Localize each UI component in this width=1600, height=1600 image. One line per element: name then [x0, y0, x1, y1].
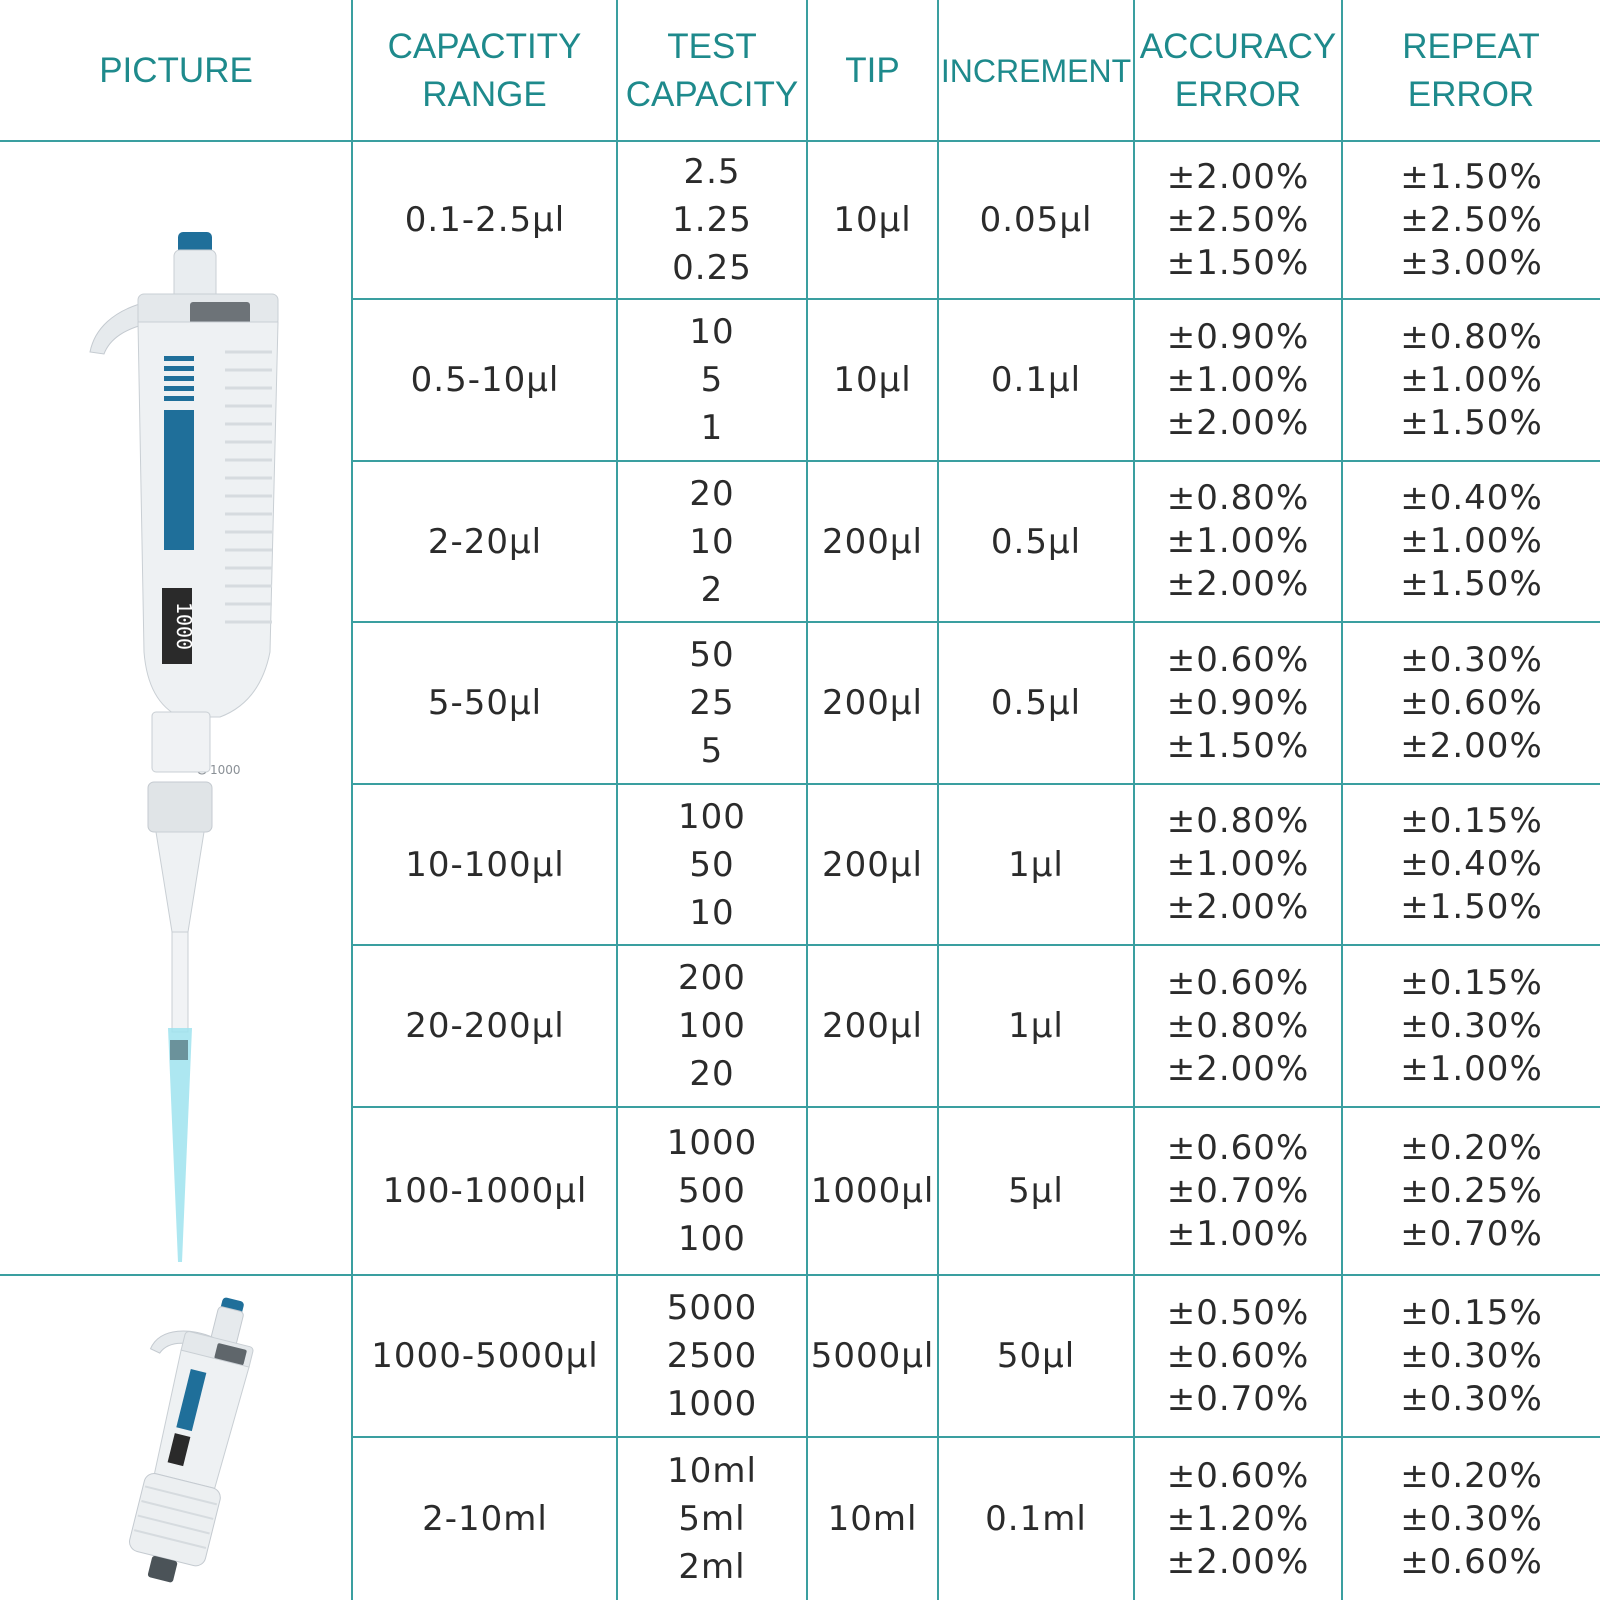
tip-cell: 200μl — [822, 1006, 923, 1046]
test-capacity-cell-line: 10 — [689, 312, 735, 352]
repeat-error-cell-line: ±0.15% — [1400, 801, 1543, 841]
accuracy-error-cell — [1135, 623, 1341, 783]
repeat-error-cell-line: ±0.40% — [1400, 844, 1543, 884]
test-capacity-cell-line: 5ml — [678, 1499, 746, 1539]
accuracy-error-cell-line: ±1.00% — [1166, 521, 1310, 561]
accuracy-error-cell-line: ±0.80% — [1166, 1005, 1310, 1046]
accuracy-error-cell-line: ±0.80% — [1166, 478, 1310, 518]
test-capacity-cell-line: 2500 — [666, 1336, 758, 1376]
accuracy-error-cell-line: ±2.00% — [1166, 564, 1310, 604]
test-capacity-cell-line: 50 — [689, 635, 735, 675]
accuracy-error-cell — [1135, 142, 1341, 298]
test-capacity-cell-line: 100 — [678, 1006, 746, 1046]
header-increment: INCREMENT — [940, 53, 1132, 89]
increment-cell: 0.5μl — [990, 521, 1082, 562]
repeat-error-cell-line: ±0.30% — [1400, 1005, 1543, 1046]
tip-cell: 200μl — [822, 683, 923, 723]
repeat-error-cell-line: ±0.15% — [1400, 962, 1543, 1003]
increment-cell: 0.05μl — [979, 200, 1093, 240]
tip-cell: 1000μl — [810, 1171, 935, 1211]
test-capacity-cell — [618, 300, 806, 460]
test-capacity-cell-line: 200 — [678, 958, 746, 998]
header-test-capacity: TEST CAPACITY — [625, 27, 799, 114]
accuracy-error-cell-line: ±0.50% — [1166, 1292, 1310, 1333]
picture-cell-large-volume-pipette — [0, 1276, 352, 1600]
tip-cell: 200μl — [822, 844, 923, 885]
test-capacity-cell — [618, 946, 806, 1106]
accuracy-error-cell-line: ±2.50% — [1166, 199, 1310, 240]
repeat-error-cell-line: ±0.30% — [1400, 639, 1543, 680]
increment-cell: 1μl — [1008, 844, 1064, 885]
repeat-error-cell-line: ±1.50% — [1400, 887, 1543, 927]
test-capacity-cell — [618, 462, 806, 621]
test-capacity-cell-line: 25 — [689, 683, 735, 723]
header-accuracy-error: ACCURACY ERROR — [1139, 27, 1337, 114]
repeat-error-cell — [1343, 142, 1600, 298]
accuracy-error-cell-line: ±0.90% — [1166, 316, 1310, 357]
repeat-error-cell-line: ±1.50% — [1400, 402, 1543, 443]
model-mark: 1000 — [210, 763, 241, 777]
accuracy-error-cell — [1135, 1438, 1341, 1600]
capacity-range-cell: 1000-5000μl — [371, 1336, 599, 1376]
accuracy-error-cell — [1135, 946, 1341, 1106]
repeat-error-cell-line: ±2.00% — [1400, 725, 1543, 766]
repeat-error-cell — [1343, 785, 1600, 944]
capacity-range-cell: 5-50μl — [427, 683, 543, 723]
repeat-error-cell-line: ±0.80% — [1400, 316, 1543, 357]
repeat-error-cell — [1343, 1108, 1600, 1274]
tip-cell: 10μl — [833, 360, 912, 400]
accuracy-error-cell-line: ±0.60% — [1166, 962, 1310, 1003]
test-capacity-cell — [618, 1438, 806, 1600]
increment-cell: 50μl — [996, 1336, 1076, 1376]
repeat-error-cell-line: ±0.20% — [1400, 1455, 1543, 1496]
capacity-range-cell: 2-10ml — [422, 1499, 548, 1539]
repeat-error-cell-line: ±0.30% — [1400, 1335, 1543, 1376]
test-capacity-cell-line: 100 — [678, 1219, 746, 1259]
repeat-error-cell-line: ±1.00% — [1400, 1048, 1543, 1089]
repeat-error-cell-line: ±0.15% — [1400, 1292, 1543, 1333]
tip-cell: 5000μl — [810, 1336, 935, 1376]
tip-cell: 10μl — [833, 200, 912, 240]
test-capacity-cell-line: 2ml — [678, 1547, 746, 1587]
test-capacity-cell-line: 500 — [678, 1171, 746, 1211]
repeat-error-cell-line: ±3.00% — [1400, 242, 1543, 283]
accuracy-error-cell — [1135, 462, 1341, 621]
accuracy-error-cell-line: ±0.90% — [1166, 682, 1310, 723]
test-capacity-cell-line: 0.25 — [672, 248, 752, 288]
repeat-error-cell — [1343, 1438, 1600, 1600]
test-capacity-cell-line: 20 — [689, 1054, 735, 1094]
repeat-error-cell-line: ±0.70% — [1400, 1213, 1543, 1254]
single-channel-pipette-image — [60, 232, 300, 1292]
repeat-error-cell-line: ±1.50% — [1400, 564, 1543, 604]
test-capacity-cell-line: 50 — [689, 844, 735, 885]
increment-cell: 1μl — [1008, 1006, 1064, 1046]
test-capacity-cell-line: 10ml — [667, 1451, 757, 1491]
test-capacity-cell-line: 5 — [700, 360, 724, 400]
capacity-range-cell: 20-200μl — [405, 1006, 565, 1046]
accuracy-error-cell-line: ±2.00% — [1166, 156, 1310, 197]
accuracy-error-cell-line: ±1.20% — [1166, 1498, 1310, 1539]
test-capacity-cell-line: 1 — [700, 408, 724, 448]
test-capacity-cell — [618, 142, 806, 298]
capacity-range-cell: 0.1-2.5μl — [404, 200, 566, 240]
accuracy-error-cell — [1135, 1108, 1341, 1274]
repeat-error-cell-line: ±0.60% — [1400, 1541, 1543, 1582]
accuracy-error-cell-line: ±0.60% — [1166, 1455, 1310, 1496]
accuracy-error-cell — [1135, 300, 1341, 460]
accuracy-error-cell-line: ±0.80% — [1166, 801, 1310, 841]
accuracy-error-cell-line: ±1.50% — [1166, 725, 1310, 766]
repeat-error-cell-line: ±1.50% — [1400, 156, 1543, 197]
test-capacity-cell — [618, 1276, 806, 1436]
repeat-error-cell — [1343, 623, 1600, 783]
accuracy-error-cell-line: ±1.50% — [1166, 242, 1310, 283]
accuracy-error-cell-line: ±0.70% — [1166, 1170, 1310, 1211]
accuracy-error-cell-line: ±0.60% — [1166, 1335, 1310, 1376]
accuracy-error-cell-line: ±2.00% — [1166, 1541, 1310, 1582]
capacity-range-cell: 0.5-10μl — [410, 360, 560, 400]
repeat-error-cell-line: ±1.00% — [1400, 359, 1543, 400]
accuracy-error-cell-line: ±2.00% — [1166, 1048, 1310, 1089]
repeat-error-cell — [1343, 462, 1600, 621]
repeat-error-cell — [1343, 300, 1600, 460]
test-capacity-cell-line: 1000 — [666, 1123, 758, 1163]
repeat-error-cell-line: ±0.30% — [1400, 1498, 1543, 1539]
header-repeat-error: REPEAT ERROR — [1402, 27, 1540, 114]
repeat-error-cell — [1343, 1276, 1600, 1436]
test-capacity-cell-line: 100 — [678, 796, 746, 837]
volume-counter: 1000 — [172, 601, 196, 651]
test-capacity-cell-line: 20 — [689, 473, 735, 514]
repeat-error-cell-line: ±1.00% — [1400, 521, 1543, 561]
picture-cell-large-pipette — [0, 142, 352, 1274]
test-capacity-cell-line: 10 — [689, 521, 735, 562]
accuracy-error-cell-line: ±0.60% — [1166, 639, 1310, 680]
accuracy-error-cell-line: ±2.00% — [1166, 887, 1310, 927]
accuracy-error-cell-line: ±1.00% — [1166, 359, 1310, 400]
accuracy-error-cell-line: ±2.00% — [1166, 402, 1310, 443]
repeat-error-cell — [1343, 946, 1600, 1106]
test-capacity-cell-line: 1000 — [666, 1384, 758, 1424]
capacity-range-cell: 2-20μl — [427, 521, 543, 562]
repeat-error-cell-line: ±0.60% — [1400, 682, 1543, 723]
accuracy-error-cell — [1135, 1276, 1341, 1436]
test-capacity-cell-line: 5000 — [666, 1288, 758, 1328]
tip-cell: 200μl — [822, 521, 923, 562]
repeat-error-cell-line: ±0.25% — [1400, 1170, 1543, 1211]
increment-cell: 0.1μl — [990, 360, 1082, 400]
increment-cell: 0.1ml — [985, 1499, 1087, 1539]
repeat-error-cell-line: ±0.40% — [1400, 478, 1543, 518]
header-capacity-range: CAPACTITY RANGE — [387, 27, 582, 114]
test-capacity-cell-line: 10 — [689, 892, 735, 933]
grid-line — [351, 0, 353, 1600]
increment-cell: 0.5μl — [990, 683, 1082, 723]
test-capacity-cell — [618, 623, 806, 783]
repeat-error-cell-line: ±0.20% — [1400, 1127, 1543, 1168]
large-volume-pipette-image — [70, 1286, 270, 1596]
increment-cell: 5μl — [1008, 1171, 1064, 1211]
repeat-error-cell-line: ±2.50% — [1400, 199, 1543, 240]
test-capacity-cell-line: 5 — [700, 731, 724, 771]
tip-cell: 10ml — [827, 1499, 918, 1539]
header-tip: TIP — [845, 51, 900, 90]
capacity-range-cell: 10-100μl — [405, 844, 565, 885]
accuracy-error-cell-line: ±1.00% — [1166, 1213, 1310, 1254]
accuracy-error-cell-line: ±0.70% — [1166, 1378, 1310, 1419]
accuracy-error-cell-line: ±0.60% — [1166, 1127, 1310, 1168]
test-capacity-cell-line: 1.25 — [672, 200, 752, 240]
test-capacity-cell — [618, 785, 806, 944]
accuracy-error-cell-line: ±1.00% — [1166, 844, 1310, 884]
accuracy-error-cell — [1135, 785, 1341, 944]
test-capacity-cell-line: 2.5 — [683, 152, 741, 192]
header-picture: PICTURE — [99, 51, 253, 90]
test-capacity-cell — [618, 1108, 806, 1274]
repeat-error-cell-line: ±0.30% — [1400, 1378, 1543, 1419]
capacity-range-cell: 100-1000μl — [382, 1171, 588, 1211]
test-capacity-cell-line: 2 — [700, 569, 724, 610]
